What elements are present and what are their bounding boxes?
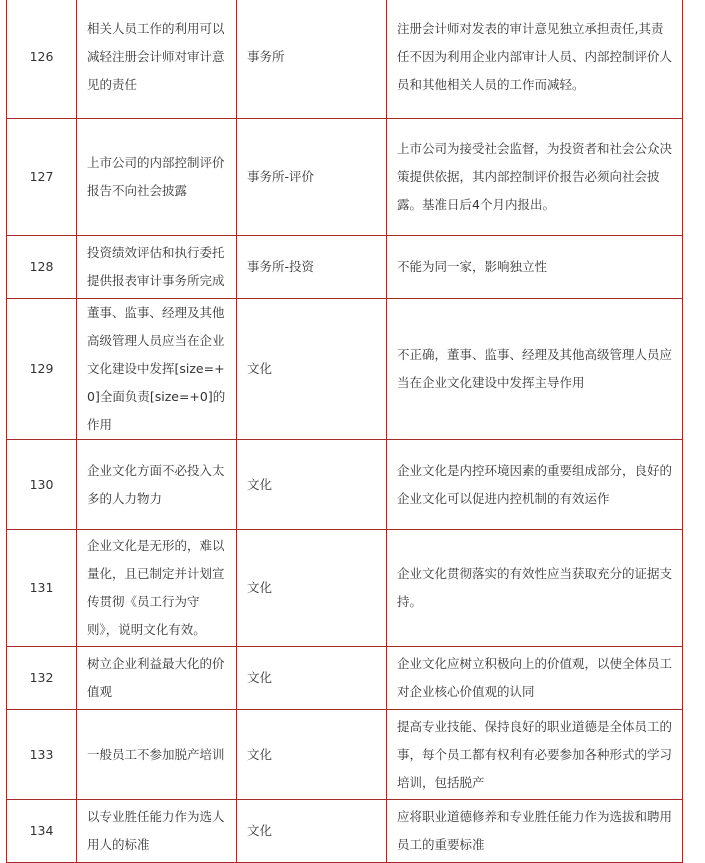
table-row	[7, 647, 683, 710]
topic-cell: 文化	[237, 530, 387, 647]
answer-cell: 不正确，董事、监事、经理及其他高级管理人员应当在企业文化建设中发挥主导作用	[387, 299, 683, 440]
qa-table	[6, 0, 683, 863]
row-number: 132	[7, 647, 77, 710]
question-cell: 相关人员工作的利用可以减轻注册会计师对审计意见的责任	[77, 0, 237, 119]
row-number: 126	[7, 0, 77, 119]
question-cell: 上市公司的内部控制评价报告不向社会披露	[77, 119, 237, 236]
topic-cell: 事务所	[237, 0, 387, 119]
topic-cell: 文化	[237, 299, 387, 440]
topic-cell: 事务所-评价	[237, 119, 387, 236]
table-row	[7, 119, 683, 236]
table-row	[7, 440, 683, 530]
row-number: 131	[7, 530, 77, 647]
answer-cell: 提高专业技能、保持良好的职业道德是全体员工的事，每个员工都有权利有必要参加各种形式的学习培训，包括脱产	[387, 710, 683, 800]
answer-cell: 企业文化应树立积极向上的价值观，以使全体员工对企业核心价值观的认同	[387, 647, 683, 710]
question-cell: 企业文化是无形的，难以量化，且已制定并计划宣传贯彻《员工行为守则》，说明文化有效。	[77, 530, 237, 647]
topic-cell: 文化	[237, 647, 387, 710]
answer-cell: 不能为同一家，影响独立性	[387, 236, 683, 299]
answer-cell: 上市公司为接受社会监督，为投资者和社会公众决策提供依据，其内部控制评价报告必须向社会披露。基准日后4个月内报出。	[387, 119, 683, 236]
answer-cell: 应将职业道德修养和专业胜任能力作为选拔和聘用员工的重要标准	[387, 800, 683, 863]
answer-cell: 注册会计师对发表的审计意见独立承担责任,其责任不因为利用企业内部审计人员、内部控制评价人员和其他相关人员的工作而减轻。	[387, 0, 683, 119]
topic-cell: 事务所-投资	[237, 236, 387, 299]
table-row	[7, 299, 683, 440]
row-number: 127	[7, 119, 77, 236]
table-row	[7, 800, 683, 863]
topic-cell: 文化	[237, 440, 387, 530]
question-cell: 企业文化方面不必投入太多的人力物力	[77, 440, 237, 530]
table-row	[7, 530, 683, 647]
row-number: 130	[7, 440, 77, 530]
row-number: 133	[7, 710, 77, 800]
question-cell: 董事、监事、经理及其他高级管理人员应当在企业文化建设中发挥[size=+0]全面负责[size=+0]的作用	[77, 299, 237, 440]
row-number: 129	[7, 299, 77, 440]
question-cell: 树立企业利益最大化的价值观	[77, 647, 237, 710]
topic-cell: 文化	[237, 710, 387, 800]
table-row	[7, 0, 683, 119]
topic-cell: 文化	[237, 800, 387, 863]
question-cell: 一般员工不参加脱产培训	[77, 710, 237, 800]
answer-cell: 企业文化是内控环境因素的重要组成部分，良好的企业文化可以促进内控机制的有效运作	[387, 440, 683, 530]
table-row	[7, 710, 683, 800]
row-number: 128	[7, 236, 77, 299]
question-cell: 以专业胜任能力作为选人用人的标准	[77, 800, 237, 863]
answer-cell: 企业文化贯彻落实的有效性应当获取充分的证据支持。	[387, 530, 683, 647]
question-cell: 投资绩效评估和执行委托提供报表审计事务所完成	[77, 236, 237, 299]
row-number: 134	[7, 800, 77, 863]
table-row	[7, 236, 683, 299]
